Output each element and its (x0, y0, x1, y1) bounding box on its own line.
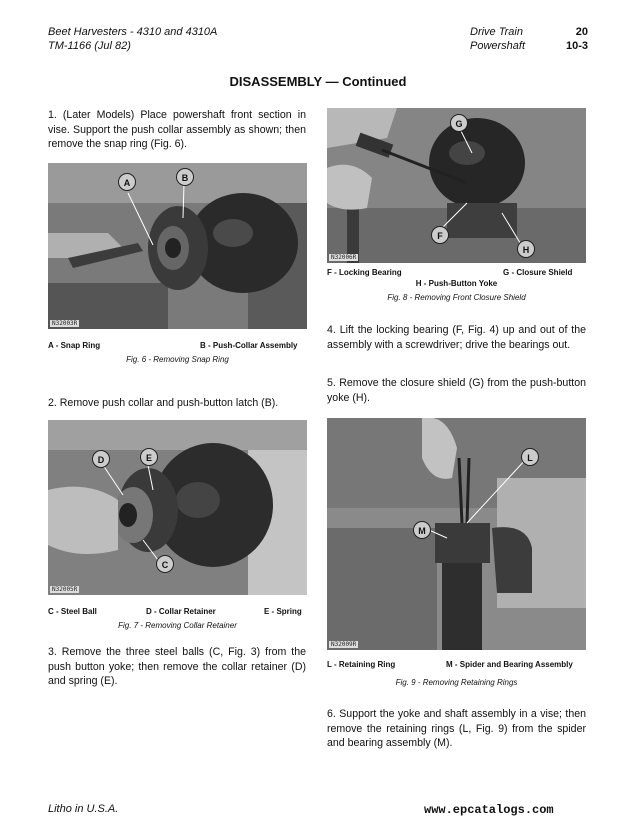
header-right (470, 25, 588, 53)
fig8-callout-g: G (450, 114, 468, 132)
fig9-photo (327, 418, 586, 650)
manual-title: Beet Harvesters - 4310 and 4310A (48, 26, 218, 38)
section-number: 20 (575, 26, 588, 38)
fig9-callout-m: M (413, 521, 431, 539)
fig7-photo-code: N32005R (52, 586, 78, 593)
step-3-text: 3. Remove the three steel balls (C, Fig. 3) from the push button yoke; then remove the collar retainer (D) and spring (E). (48, 646, 306, 687)
fig8-photo (327, 108, 586, 263)
fig7-caption-c: C - Steel Ball (48, 607, 97, 616)
fig6-caption-b: B - Push-Collar Assembly (200, 341, 298, 350)
fig9-title: Fig. 9 - Removing Retaining Rings (395, 678, 518, 687)
step-4-text: 4. Lift the locking bearing (F, Fig. 4) up and out of the assembly with a screwdriver; drive the bearings out. (327, 324, 586, 351)
fig7-callout-e: E (140, 448, 158, 466)
fig6-title: Fig. 6 - Removing Snap Ring (126, 355, 229, 364)
fig6-photo (48, 163, 307, 329)
fig9-photo-code: N32009R (331, 641, 357, 648)
subsection-name: Powershaft (470, 40, 526, 52)
fig8-caption-f: F - Locking Bearing (327, 268, 402, 277)
fig7-callout-d: D (92, 450, 110, 468)
fig9-caption-m: M - Spider and Bearing Assembly (446, 660, 573, 669)
header-left (48, 25, 217, 53)
step-5-text: 5. Remove the closure shield (G) from the push-button yoke (H). (327, 377, 586, 404)
section-name: Drive Train (470, 26, 523, 38)
step-1-text: 1. (Later Models) Place powershaft front section in vise. Support the push collar assembly as shown; then remove the snap ring (Fig. 6). (48, 109, 306, 150)
fig7-caption-d: D - Collar Retainer (146, 607, 216, 616)
fig8-photo-code: N32006R (331, 254, 357, 261)
fig6-callout-b: B (176, 168, 194, 186)
fig8-callout-f: F (431, 226, 449, 244)
fig7-caption-e: E - Spring (264, 607, 302, 616)
fig7-title: Fig. 7 - Removing Collar Retainer (118, 621, 237, 630)
fig9-callout-l: L (521, 448, 539, 466)
step-6-text: 6. Support the yoke and shaft assembly in a vise; then remove the retaining rings (L, Fig. 9) from the spider and bearing assembly (M). (327, 708, 586, 749)
manual-number: TM-1166 (Jul 82) (48, 40, 131, 52)
fig8-caption-h: H - Push-Button Yoke (415, 279, 498, 288)
footer-website: www.epcatalogs.com (424, 803, 554, 817)
fig6-callout-a: A (118, 173, 136, 191)
fig7-callout-c: C (156, 555, 174, 573)
fig6-caption-a: A - Snap Ring (48, 341, 101, 350)
footer-litho: Litho in U.S.A. (48, 803, 119, 815)
page-number: 10-3 (565, 40, 588, 52)
page-title: DISASSEMBLY — Continued (229, 74, 407, 89)
fig9-caption-l: L - Retaining Ring (327, 660, 396, 669)
fig8-callout-h: H (517, 240, 535, 258)
step-2-text: 2. Remove push collar and push-button latch (B). (48, 397, 279, 409)
fig8-caption-g: G - Closure Shield (503, 268, 573, 277)
fig8-title: Fig. 8 - Removing Front Closure Shield (387, 293, 526, 302)
fig6-photo-code: N32003R (52, 320, 78, 327)
fig7-photo (48, 420, 307, 595)
